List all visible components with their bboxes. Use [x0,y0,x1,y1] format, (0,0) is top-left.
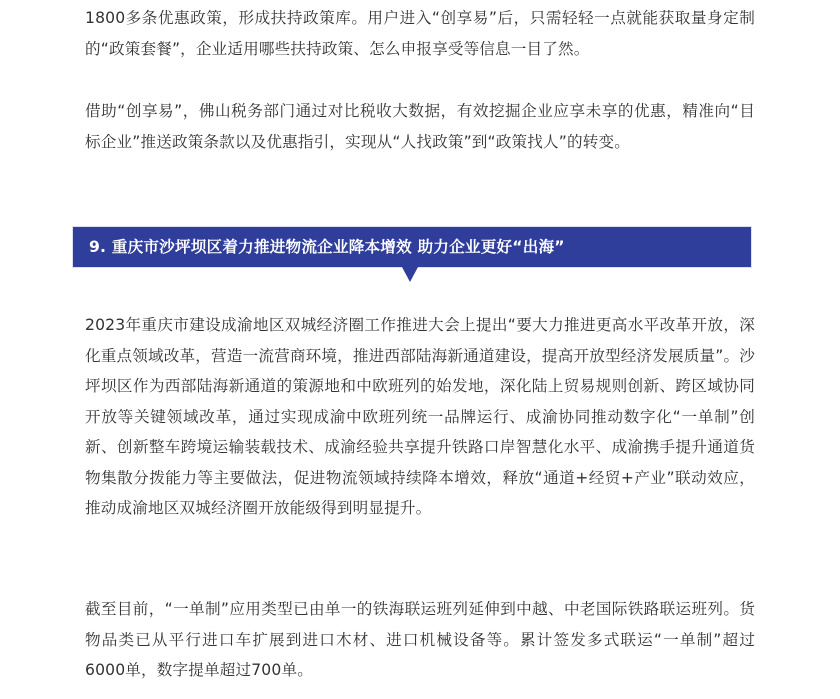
paragraph-policy-library: 1800多条优惠政策，形成扶持政策库。用户进入“创享易”后，只需轻轻一点就能获取量身定制的“政策套餐”，企业适用哪些扶持政策、怎么申报享受等信息一目了然。 [85,9,755,58]
section-heading-banner [73,227,751,267]
paragraph-single-document-progress: 截至目前，“一单制”应用类型已由单一的铁海联运班列延伸到中越、中老国际铁路联运班列。货物品类已从平行进口车扩展到进口木材、进口机械设备等。累计签发多式联运“一单制”超过6000单，数字提单超过700单。 [85,600,755,679]
paragraph-chongqing-reform: 2023年重庆市建设成渝地区双城经济圈工作推进大会上提出“要大力推进更高水平改革开放，深化重点领域改革，营造一流营商环境，推进西部陆海新通道建设，提高开放型经济发展质量”。沙坪坝区作为西部陆海新通道的策源地和中欧班列的始发地，深化陆上贸易规则创新、跨区域协同开放等关键领域改革，通过实现成渝中欧班列统一品牌运行、成渝协同推动数字化“一单制”创新、创新整车跨境运输装载技术、成渝经验共享提升铁路口岸智慧化水平、成渝携手提升通道货物集散分拨能力等主要做法，促进物流领域持续降本增效，释放“通道+经贸+产业”联动效应，推动成渝地区双城经济圈开放能级得到明显提升。 [85,316,755,517]
section-heading-title: 9. 重庆市沙坪坝区着力推进物流企业降本增效 助力企业更好“出海” [89,238,565,256]
paragraph-foshan-tax: 借助“创享易”，佛山税务部门通过对比税收大数据，有效挖掘企业应享未享的优惠，精准向“目标企业”推送政策条款以及优惠指引，实现从“人找政策”到“政策找人”的转变。 [85,102,755,151]
banner-pointer-arrow-icon [402,267,418,282]
